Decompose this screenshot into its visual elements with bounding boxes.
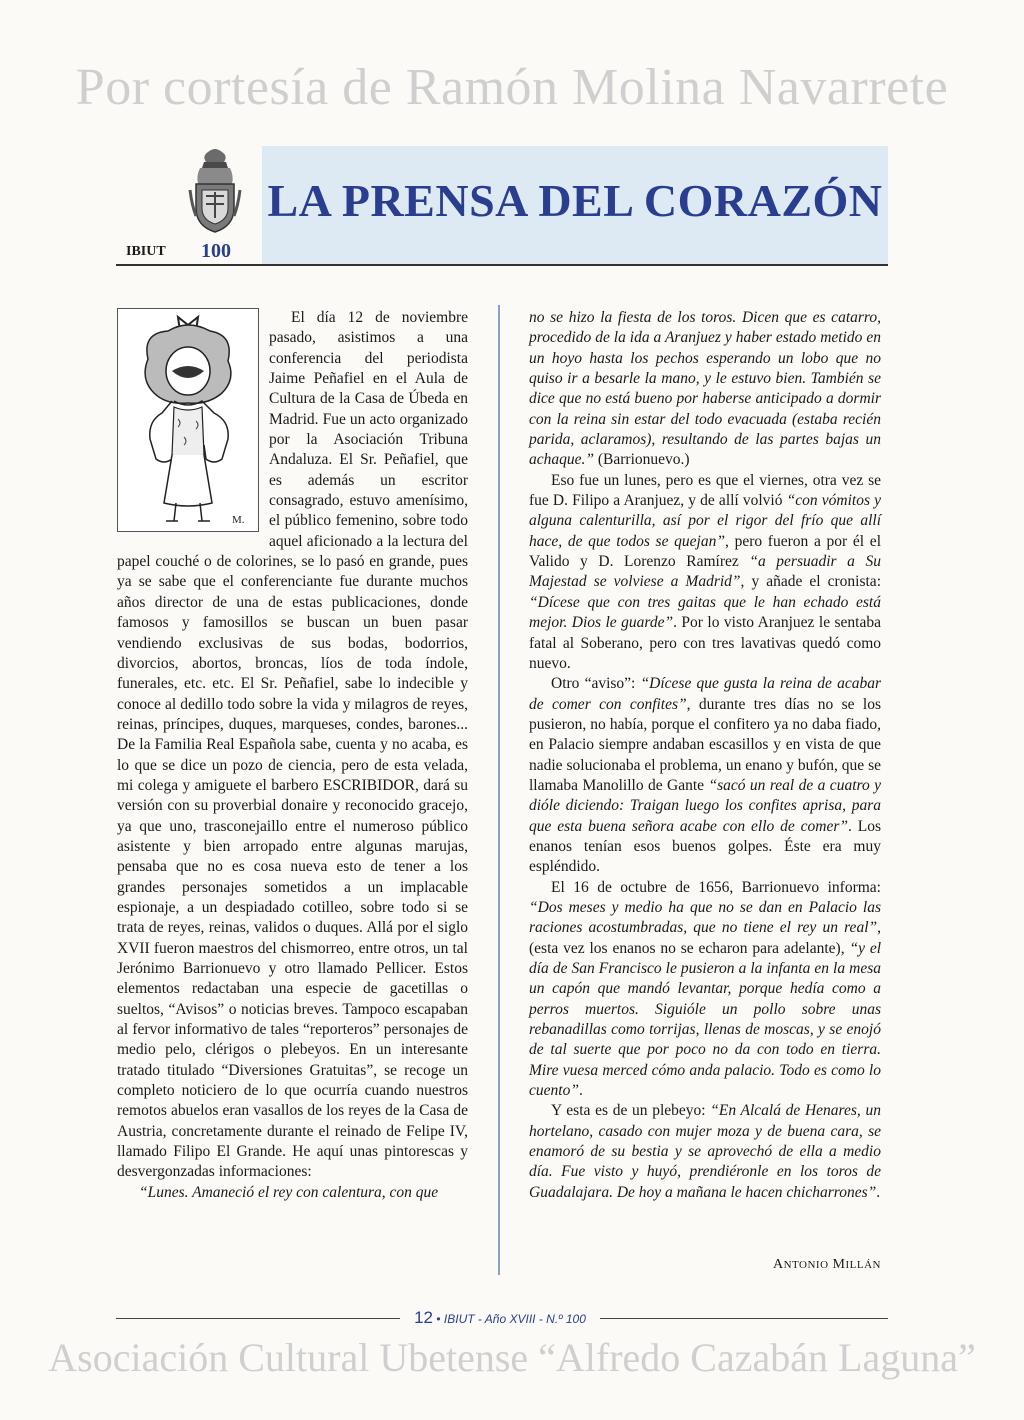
magazine-name: IBIUT: [126, 244, 166, 259]
footer-rule-left: [116, 1318, 400, 1319]
article-column-left: [117, 308, 468, 1203]
paragraph: El día 12 de noviembre pasado, asistimos a una conferencia del periodista Jaime Peñafiel en el Aula de Cultura de la Casa de Úbeda en Madrid. Fue un acto organizado por la Asociación Tribuna Andaluza. El Sr. Peñafiel, que es además un escritor consagrado, estuvo amenísimo, el público femenino, sobre todo aquel aficionado a la lectura del papel couché o de colorines, se lo pasó en grande, pues ya se sabe que el conferenciante fue durante muchos años director de una de estas publicaciones, donde famosos y famosillos se buscan un buen pasar vendiendo exclusivas de sus bodas, bodorrios, divorcios, abortos, broncas, líos de toda índole, funerales, etc. etc. El Sr. Peñafiel, sabe lo indecible y conoce al dedillo todo sobre la vida y milagros de reyes, reinas, príncipes, duques, marqueses, condes, barones... De la Familia Real Española sabe, cuenta y no acaba, es lo que se dice un pozo de ciencia, pero de esta velada, mi colega y amiguete el barbero ESCRIBIDOR, dará su versión con su proverbial donaire y reconocido gracejo, ya que uno, trasconejaillo entre el numeroso público asistente y bien arropado entre algunas marujas, pensaba que no es cosa nueva esto de tener a los grandes personajes sometidos a un implacable espionaje, a un despiadado cotilleo, sobre todo si se trata de reyes, reinas, validos o duques. Allá por el siglo XVII fueron maestros del chismorreo, entre otros, un tal Jerónimo Barrionuevo y otro llamado Pellicer. Estos elementos redactaban una especie de gacetillas o sueltos, “Avisos” o noticias breves. Tampoco escapaban al fervor informativo de tales “reporteros” personajes de medio pelo, clérigos o plebeyos. En un interesante tratado titulado “Diversiones Gratuitas”, se recoge un completo noticiero de lo que ocurría cuando nuestros remotos abuelos eran vasallos de los reyes de la Casa de Austria, concretamente durante el reinado de Felipe IV, llamado Filipo El Grande. He aquí unas pintorescas y desvergonzadas informaciones:: [117, 309, 468, 1181]
illustration-signature: M.: [232, 514, 245, 526]
issue-number: 100: [201, 240, 231, 262]
crest-icon: [186, 146, 244, 236]
article-column-right: [529, 308, 881, 1203]
paragraph: Eso fue un lunes, pero es que el viernes, otra vez se fue D. Filipo a Aranjuez, y de allí volvió “con vómitos y alguna calenturilla, así por el rigor del frío que allí hace, de que todos se quejan”, pero fueron a por él el Valido y D. Lorenzo Ramírez “a persuadir a Su Majestad se volviese a Madrid”, y añade el cronista: “Dícese que con tres gaitas que le han echado está mejor. Dios le guarde”. Por lo visto Aranjuez le sentaba fatal al Soberano, pero con tres lavativas quedó como nuevo.: [529, 471, 881, 672]
header-rule: [116, 264, 888, 266]
watermark-top: Por cortesía de Ramón Molina Navarrete: [75, 59, 949, 116]
watermark-bottom: Asociación Cultural Ubetense “Alfredo Cazabán Laguna”: [48, 1335, 976, 1380]
article-title: LA PRENSA DEL CORAZÓN: [267, 175, 883, 226]
paragraph: El 16 de octubre de 1656, Barrionuevo informa: “Dos meses y medio ha que no se dan en Palacio las raciones acostumbradas, que no tiene el rey un real”, (esta vez los enanos no se echaron para adelante), “y el día de San Francisco le pusieron a la infanta en la mesa un capón que mandó levantar, porque hedía como a perros muertos. Siguióle un pollo sobre unas rebanadillas como torrijas, llenas de moscas, y se enojó de tal suerte que por poco no da con todo en tierra. Mire vuesa merced cómo anda palacio. Todo es como lo cuento”.: [529, 878, 882, 1100]
paragraph: Otro “aviso”: “Dícese que gusta la reina de acabar de comer con confites”, durante tres días no se los pusieron, no había, porque el confitero ya no daba fiado, en Palacio siempre andaban escasillos y en vista de que nadie solucionaba el problema, un enano y bufón, que se llamaba Manolillo de Gante “sacó un real de a cuatro y dióle diciendo: Traigan luego los confites aprisa, para que esta buena señora acabe con ello de comer”. Los enanos tenían esos buenos golpes. Éste era muy espléndido.: [529, 675, 882, 876]
author-signature: ANTONIO MILLÁN: [772, 1257, 881, 1272]
footer-rule-right: [600, 1318, 888, 1319]
paragraph: Y esta es de un plebeyo: “En Alcalá de Henares, un hortelano, casado con mujer moza y de buena cara, se enamoró de su bestia y se aprovechó de ella a medio día. Fue visto y huyó, prendiéronle en los toros de Guadalajara. De hoy a mañana le hacen chicharrones”.: [529, 1102, 881, 1201]
column-separator: [498, 305, 500, 1275]
paragraph-quote-continued: no se hizo la fiesta de los toros. Dicen que es catarro, procedido de la ida a Aranjuez y haber estado metido en un hoyo hasta los pechos esperando un lobo que no quiso ir a besarle la mano, y le estuvo bien. También se dice que no está bueno por haberse anticipado a dormir con la reina sin estar del todo evacuada (estaba recién parida, aclaramos), resultando de las partes bajas un achaque.” (Barrionuevo.): [529, 309, 881, 469]
paragraph-quote-start: “Lunes. Amaneció el rey con calentura, con que: [139, 1183, 439, 1201]
caricature-illustration: [117, 308, 259, 532]
page-footer: 12 • IBIUT - Año XVIII - N.º 100: [414, 1308, 586, 1327]
